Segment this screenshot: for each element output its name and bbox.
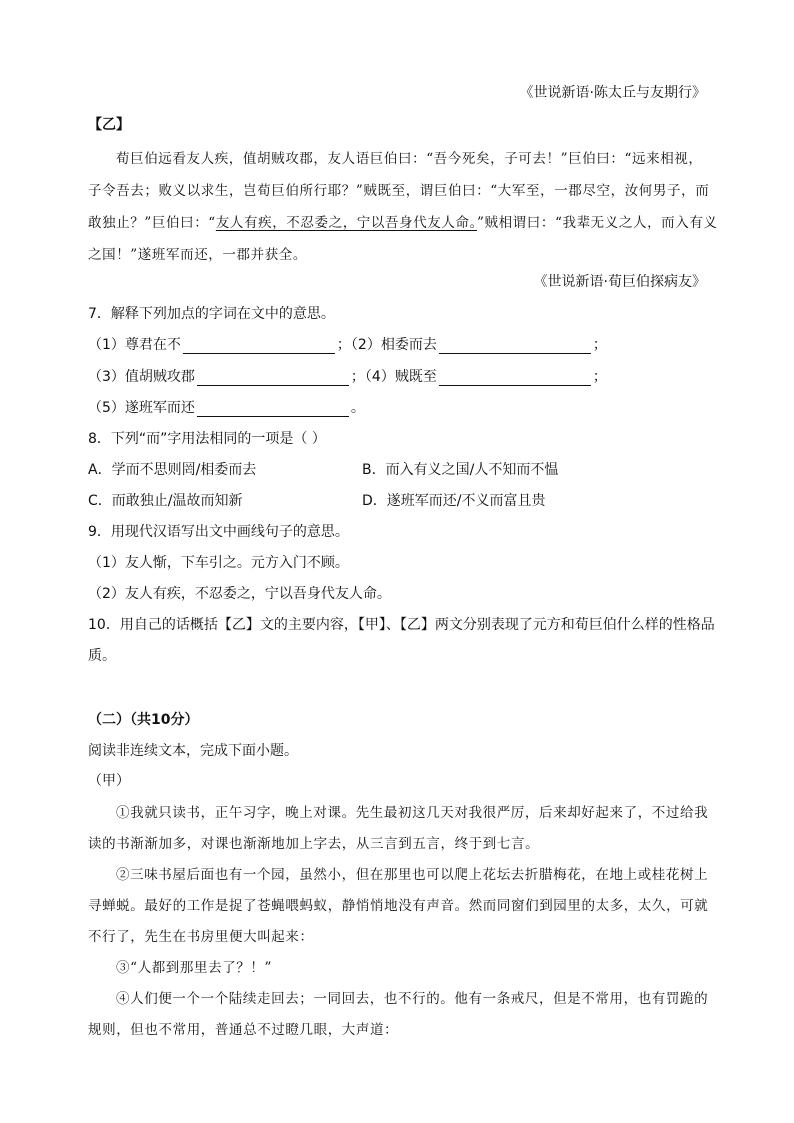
- q7-blank-4[interactable]: [439, 371, 591, 386]
- yi-underlined-sentence: 友人有疾，不忍委之，宁以吾身代友人命。: [215, 215, 477, 231]
- yi-source: 《世说新语·荀巨伯探病友》: [533, 274, 706, 290]
- q7-blank-2[interactable]: [439, 339, 591, 354]
- q8-option-b[interactable]: B．而入有义之国/人不知而不愠: [362, 462, 559, 478]
- q8-option-d[interactable]: D．遂班军而还/不义而富且贵: [362, 493, 546, 509]
- jia-p1-line-1: ①我就只读书，正午习字，晚上对课。先生最初这几天对我很严厉，后来却好起来了，不过给我: [116, 805, 709, 821]
- jia-p1-line-2: 读的书渐渐加多，对课也渐渐地加上字去，从三言到五言，终于到七言。: [88, 836, 540, 852]
- yi-line-1: 荀巨伯远看友人疾，值胡贼攻郡，友人语巨伯曰：“吾今死矣，子可去！”巨伯曰：“远来相视，: [116, 151, 703, 167]
- q7-row-2: [88, 366, 607, 386]
- q7-item-2: ；（2）相委而去: [336, 337, 437, 353]
- jia-p4-line-2: 规则，但也不常用，普通总不过瞪几眼，大声道：: [88, 1022, 399, 1038]
- q10-stem-line-2: 质。: [88, 648, 116, 664]
- q10-stem-line-1: 10．用自己的话概括【乙】文的主要内容，【甲】、【乙】两文分别表现了元方和荀巨伯什么样的性格品: [88, 617, 715, 633]
- jia-p2-line-2: 寻蝉蜕。最好的工作是捉了苍蝇喂蚂蚁，静悄悄地没有声音。然而同窗们到园里的太多，太久，可就: [88, 898, 709, 914]
- q7-item-4: ；（4）贼既至: [350, 369, 437, 385]
- q7-row-1: [88, 334, 607, 354]
- q7-semicolon-4: ；: [592, 369, 607, 385]
- q7-item-5: （5）遂班军而还: [88, 400, 195, 416]
- q8-option-a[interactable]: A．学而不思则罔/相委而去: [88, 462, 257, 478]
- q7-blank-5[interactable]: [197, 402, 349, 417]
- yi-heading: 【乙】: [88, 117, 130, 133]
- q9-sentence-1: （1）友人惭，下车引之。元方入门不顾。: [88, 555, 349, 571]
- q9-sentence-2: （2）友人有疾，不忍委之，宁以吾身代友人命。: [88, 586, 391, 602]
- q7-blank-1[interactable]: [183, 339, 335, 354]
- q7-item-3: （3）值胡贼攻郡: [88, 369, 195, 385]
- jia-p4-line-1: ④人们便一个一个陆续走回去；一同回去，也不行的。他有一条戒尺，但是不常用，也有罚跪的: [116, 991, 709, 1007]
- jia-label: （甲）: [88, 773, 130, 789]
- jia-source: 《世说新语·陈太丘与友期行》: [519, 85, 706, 101]
- jia-p2-line-3: 不行了，先生在书房里便大叫起来：: [88, 929, 314, 945]
- section-2-instruction: 阅读非连续文本，完成下面小题。: [88, 743, 298, 759]
- jia-p2-line-1: ②三味书屋后面也有一个园，虽然小，但在那里也可以爬上花坛去折腊梅花，在地上或桂花树上: [116, 867, 709, 883]
- yi-line-3: [88, 211, 718, 231]
- jia-p3: ③“人都到那里去了？！”: [116, 960, 273, 976]
- q9-stem: 9．用现代汉语写出文中画线句子的意思。: [88, 524, 349, 540]
- yi-line-2: 子令吾去；败义以求生，岂荀巨伯所行耶？”贼既至，谓巨伯曰：“大军至，一郡尽空，汝何男子，而: [88, 183, 710, 199]
- q7-semicolon-2: ；: [592, 337, 607, 353]
- q7-period: 。: [350, 400, 365, 416]
- yi-line-4: 之国！”遂班军而还，一郡并获全。: [88, 247, 308, 263]
- yi-line-3-prefix: 敢独止？”巨伯曰：“: [88, 215, 216, 231]
- q8-stem: 8．下列“而”字用法相同的一项是（ ）: [88, 431, 326, 447]
- yi-line-3-suffix: ”贼相谓曰：“我辈无义之人，而入有义: [476, 215, 718, 231]
- q7-row-3: [88, 397, 365, 417]
- q8-option-c[interactable]: C．而敢独止/温故而知新: [88, 493, 243, 509]
- q7-blank-3[interactable]: [197, 371, 349, 386]
- q7-item-1: （1）尊君在不: [88, 337, 181, 353]
- section-2-heading: （二）（共10分）: [88, 712, 199, 728]
- q7-stem: 7．解释下列加点的字词在文中的意思。: [88, 306, 335, 322]
